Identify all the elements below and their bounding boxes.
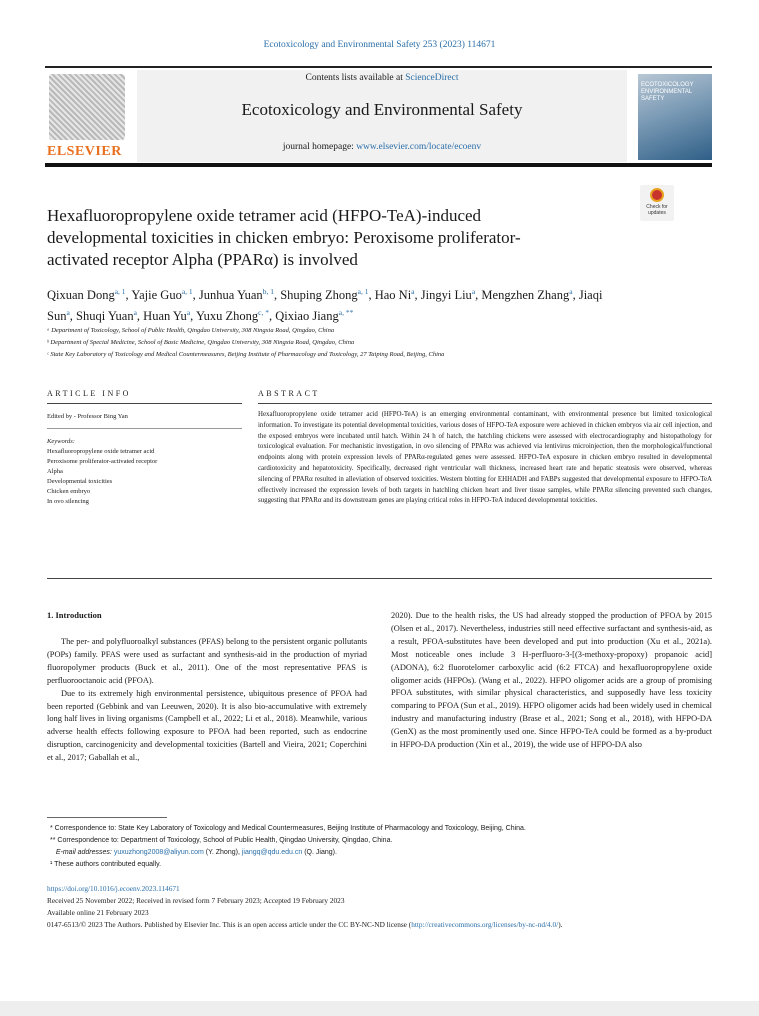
contents-prefix: Contents lists available at xyxy=(305,73,406,83)
keyword-item: In ovo silencing xyxy=(47,498,89,505)
author-name-text: Shuqi Yuan xyxy=(76,309,134,323)
license-suffix: ). xyxy=(558,920,563,929)
author-affiliation-marker[interactable]: c, * xyxy=(258,308,269,317)
abstract-heading: ABSTRACT xyxy=(258,389,320,398)
edited-rule xyxy=(47,428,242,429)
correspondence-1: * Correspondence to: State Key Laboratory of Toxicology and Medical Countermeasures, Beijing Institute of Pharmacology and Toxicology, Beijing, China. xyxy=(50,825,526,832)
footnote-rule xyxy=(47,817,167,818)
author-name-text: Qixuan Dong xyxy=(47,288,115,302)
abstract-rule xyxy=(258,403,712,404)
journal-title: Ecotoxicology and Environmental Safety xyxy=(241,100,523,119)
author-affiliation-marker[interactable]: a xyxy=(66,308,70,317)
intro-paragraph-1: The per- and polyfluoroalkyl substances (PFAS) belong to the persistent organic pollutants (POPs) family. PFAS were used as surfactant and synthesis-aid in the production of myriad fluoropolymer products (Buck et al., 2011). One of the most representative PFAS is perfluorooctanoic acid (PFOA). xyxy=(47,637,367,685)
author-name[interactable] xyxy=(199,288,274,302)
masthead-rule xyxy=(45,163,712,167)
sciencedirect-link[interactable]: ScienceDirect xyxy=(405,73,459,83)
email-line xyxy=(50,847,712,859)
tree-icon xyxy=(49,74,125,140)
author-affiliation-marker[interactable]: a, 1 xyxy=(114,287,126,296)
keyword-item: Peroxisome proliferator-activated receptor xyxy=(47,458,158,465)
author-name-text: Junhua Yuan xyxy=(198,288,263,302)
author-name[interactable] xyxy=(280,288,368,302)
author-name[interactable] xyxy=(196,309,269,323)
bottom-band xyxy=(0,1001,759,1016)
keywords-label: Keywords: xyxy=(47,438,75,445)
license-prefix: 0147-6513/© 2023 The Authors. Published by Elsevier Inc. This is an open access article under the CC BY-NC-ND license ( xyxy=(47,920,412,929)
affiliations xyxy=(47,325,667,361)
check-updates-label: Check for updates xyxy=(646,204,668,216)
author-name-text: Jingyi Liu xyxy=(420,288,472,302)
journal-citation-line[interactable]: Ecotoxicology and Environmental Safety 253 (2023) 114671 xyxy=(263,40,496,50)
author-name[interactable] xyxy=(421,288,475,302)
contents-line xyxy=(137,73,627,83)
email-who-zhong: (Y. Zhong), xyxy=(203,849,242,856)
cover-text: ECOTOXICOLOGY ENVIRONMENTAL SAFETY xyxy=(641,82,694,102)
journal-cover-image[interactable] xyxy=(638,74,712,160)
author-affiliation-marker[interactable]: a, 1 xyxy=(181,287,193,296)
author-name-text: Qixiao Jiang xyxy=(275,309,339,323)
received-dates: Received 25 November 2022; Received in revised form 7 February 2023; Accepted 19 February 2023 xyxy=(47,896,345,905)
publication-info xyxy=(47,883,712,931)
author-name[interactable] xyxy=(275,309,353,323)
author-affiliation-marker[interactable]: a xyxy=(411,287,415,296)
homepage-line xyxy=(137,142,627,152)
author-affiliation-marker[interactable]: b, 1 xyxy=(262,287,274,296)
affiliation-a: ᵃ Department of Toxicology, School of Public Health, Qingdao University, 308 Ningxia Road, Qingdao, China xyxy=(47,327,335,334)
check-for-updates-button[interactable] xyxy=(640,185,674,221)
journal-masthead xyxy=(45,70,712,162)
email-link-zhong[interactable]: yuxuzhong2008@aliyun.com xyxy=(113,849,204,856)
update-icon xyxy=(650,188,664,202)
footnotes xyxy=(50,823,712,871)
keyword-item: Hexafluoropropylene oxide tetramer acid xyxy=(47,448,155,455)
author-name-text: Mengzhen Zhang xyxy=(481,288,570,302)
correspondence-2: ** Correspondence to: Department of Toxicology, School of Public Health, Qingdao University, Qingdao, China. xyxy=(50,837,393,844)
email-link-jiang[interactable]: jiangq@qdu.edu.cn xyxy=(241,849,303,856)
intro-right-column xyxy=(391,610,712,752)
license-line xyxy=(47,919,712,931)
available-online: Available online 21 February 2023 xyxy=(47,908,149,917)
keywords-block xyxy=(47,437,242,507)
author-affiliation-marker[interactable]: a xyxy=(471,287,476,296)
keyword-item: Developmental toxicities xyxy=(47,478,113,485)
author-name-text: Shuping Zhong xyxy=(280,288,358,302)
author-name-text: Hao Ni xyxy=(374,288,412,302)
author-name[interactable] xyxy=(375,288,415,302)
keyword-item: Alpha xyxy=(47,468,63,475)
author-affiliation-marker[interactable]: a, ** xyxy=(338,308,354,317)
author-affiliation-marker[interactable]: a xyxy=(186,308,191,317)
abstract-bottom-rule xyxy=(47,578,712,579)
author-name[interactable] xyxy=(131,288,192,302)
email-who-jiang: (Q. Jiang). xyxy=(302,849,337,856)
affiliation-b: ᵇ Department of Special Medicine, School of Basic Medicine, Qingdao University, 308 Ningxia Road, Qingdao, China xyxy=(47,339,355,346)
info-rule xyxy=(47,403,242,404)
article-title: Hexafluoropropylene oxide tetramer acid (HFPO-TeA)-induced developmental toxicities in chicken embryo: Peroxisome proliferator-activated receptor Alpha (PPARα) is involved xyxy=(47,206,521,269)
intro-right-text: 2020). Due to the health risks, the US had already stopped the production of PFOA by 2015 (Olsen et al., 2017). Nevertheless, industries still need effective surfactant and synthesis-aid, as a result, PFOA-substitutes have been developed and put into production (Xu et al., 2021a). Most noticeable ones include 3 H-perfluoro-3-[(3-methoxy-propoxy) propanoic acid] (ADONA), 6:2 fluorotelomer carboxylic acid (6:2 FTCA) and hexafluoropropylene oxide oligomer acids (HFPOs). (Wang et al., 2022). HFPO oligomer acids are a group of promising PFOA substitutes, with similar physical characteristics, and supposedly have less toxicity comparing to PFOA (Sun et al., 2019). HFPO oligomer acids had been widely used in chemical industry and manufacturing industry (Brase et al., 2021; Song et al., 2018), with HFPO-DA (GenX) as the most prominently used one. Since HFPO-TeA could be formed as a by-product in HFPO-DA production (Xin et al., 2019), the wide use of HFPO-DA also xyxy=(391,611,712,750)
author-name-text: Jiaqi Sun xyxy=(47,288,603,323)
masthead-center xyxy=(137,70,627,162)
author-name[interactable] xyxy=(143,309,190,323)
article-info-heading: ARTICLE INFO xyxy=(47,389,131,398)
homepage-prefix: journal homepage: xyxy=(282,142,357,152)
keyword-item: Chicken embryo xyxy=(47,488,91,495)
author-affiliation-marker[interactable]: a xyxy=(569,287,573,296)
email-label: E-mail addresses: xyxy=(55,849,112,856)
author-affiliation-marker[interactable]: a xyxy=(133,308,137,317)
equal-contribution: ¹ These authors contributed equally. xyxy=(50,861,162,868)
elsevier-logo[interactable] xyxy=(45,70,129,162)
publisher-name: ELSEVIER xyxy=(47,144,122,159)
abstract-text: Hexafluoropropylene oxide tetramer acid (HFPO-TeA) is an emerging environmental contaminant, with environmental presence but limited toxicological information. To investigate its potential developmental toxicities, various doses of HFPO-TeA exposure were achieved in chicken embryos via air cell injection, and the exposed embryos were incubated until hatch. Within 24 h of hatch, the hatchling chickens were assessed with electrocardiography and histopathology for toxicological evaluation. For mechanistic investigation, in ovo silencing of PPARα was achieved via lentivirus microinjection, then the morphological/functional endpoints along with protein expression levels of PPARα-regulated genes were assessed. HFPO-TeA exposure in chicken embryo resulted in developmental cardiotoxicity and hepatotoxicity. Specifically, decreased right ventricular wall thickness, increased heart rate and hepatic steatosis were observed, whereas silencing of PPARα resulted in alleviation of observed toxicities. Western blotting for EHHADH and FABPs suggested that developmental exposure to HFPO-TeA effectively increased the expression levels of both targets in hatchling chicken heart and liver tissue samples, while PPARα silencing prevented such changes, suggesting that PPARα and its downstream genes are playing critical roles in HFPO-TeA induced developmental toxicities. xyxy=(258,411,712,505)
affiliation-c: ᶜ State Key Laboratory of Toxicology and Medical Countermeasures, Beijing Institute of Pharmacology and Toxicology, 27 Taiping Road, Beijing, China xyxy=(47,351,445,358)
intro-paragraph-2: Due to its extremely high environmental persistence, ubiquitous presence of PFOA had been reported (Gebbink and van Leeuwen, 2020). It is also bio-accumulative with extremely long half lives in living organisms (Campbell et al., 2022; Li et al., 2018). Meanwhile, various adverse health effects following exposure to PFOA had been reported, such as endocrine disruption, carcinogenicity and developmental toxicities (Bartell and Vieira, 2021; Coperchini et al., 2017; Gaballah et al., xyxy=(47,688,367,763)
author-name-text: Yajie Guo xyxy=(131,288,182,302)
introduction-heading: 1. Introduction xyxy=(47,610,102,620)
intro-left-column xyxy=(47,636,367,765)
author-name[interactable] xyxy=(481,288,572,302)
license-link[interactable]: http://creativecommons.org/licenses/by-nc-nd/4.0/ xyxy=(411,920,559,929)
author-name-text: Yuxu Zhong xyxy=(195,309,259,323)
author-list: Qixuan Dong$^{a, 1}$, Yajie Guo$^{a, 1}$, Junhua Yuan$^{b, 1}$, Shuping Zhong$^{a, 1}$, Hao Ni$^a$, Jingyi Liu$^a$, Mengzhen Zhang$^a$, Jiaqi Sun$^a$, Shuqi Yuan$^a$, Huan Yu$^a$, Yuxu Zhong$^{c, *}$, Qixiao Jiang$^{a, **}$ xyxy=(47,287,603,323)
author-affiliation-marker[interactable]: a, 1 xyxy=(357,287,369,296)
edited-by: Edited by - Professor Bing Yan xyxy=(47,413,128,420)
doi-link[interactable]: https://doi.org/10.1016/j.ecoenv.2023.114671 xyxy=(47,884,180,893)
author-name-text: Huan Yu xyxy=(143,309,187,323)
top-rule xyxy=(45,66,712,68)
author-name[interactable] xyxy=(47,288,126,302)
homepage-link[interactable]: www.elsevier.com/locate/ecoenv xyxy=(356,142,482,152)
author-name[interactable] xyxy=(76,309,137,323)
